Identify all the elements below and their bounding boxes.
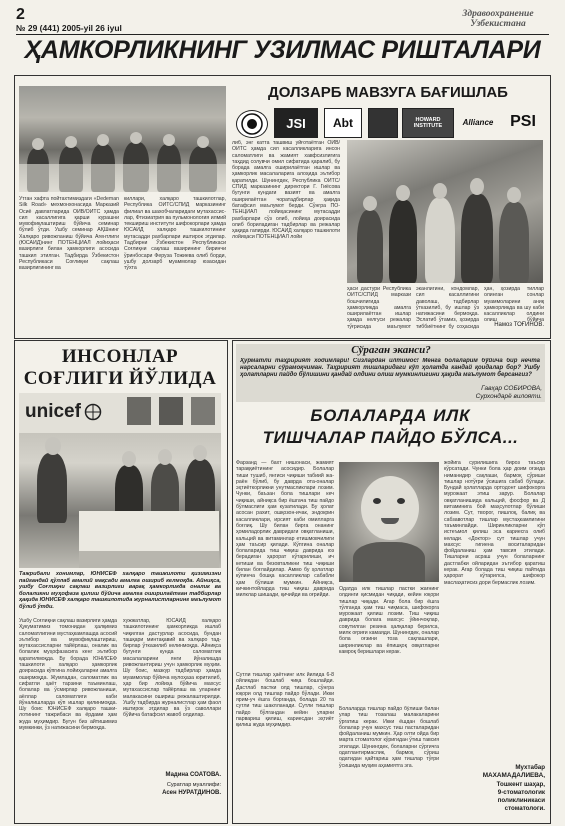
right-author-name: МАХАМАДАЛИЕВА, <box>482 772 545 779</box>
right-col3: жойига сурилишига бироз таъсир кўрсатади. Чунки бола ҳар доим оғзида ниманидир сақлаши, бармоқ сўриши тишлар нотўғри ўсишига сабаб бўлади. Бундай ҳолатларда ортодонт шифокорга мурожаат этиш зарур. Болалар овқатланишида кальций, фосфор ва Д витаминига бой маҳсулотлар бўлиши лозим. Сут, творог, пишлоқ, балиқ ва сабзавотлар тишлар мустаҳкамлигини таъминлайди. Ширинликларни кўп истеъмол қилиш эса кариесга олиб келади. «Доктор» сут тишлар учун махсус гигиена воситаларидан фойдаланиш ҳам тавсия этилади. Тишларни асраш учун болаларнинг дастлабки ойларидан эътибор қаратиш керак. Агар болада тиш чиқиш пайтида ҳарорат кўтарилса, шифокор маслаҳатисиз дори бермаслик лозим. <box>444 460 545 586</box>
unicef-logo-text: unicef <box>25 401 81 422</box>
right-author-title-2: 9-стоматологик <box>497 789 545 796</box>
right-author-title-1: Тошкент шаҳар, <box>496 781 545 788</box>
top-subhead: ДОЛЗАРБ МАВЗУГА БАҒИШЛАБ <box>268 84 508 101</box>
left-photo-credit-name: Асен НУРАТДИНОВ. <box>162 790 221 796</box>
jsi-logo: JSI <box>274 108 318 138</box>
alliance-logo: Alliance <box>462 117 494 127</box>
unicef-photo <box>19 393 221 568</box>
left-col2: хужжатлар, ЮСАИД халқаро ташкилотининг ҳамкорликда ишлаб чиқилган дастурлар асосида, бундан ташқари минтақавий ва халқаро тадбирлар ўтказилиб келинмоқда. Айниқса бугунги кунда саломатлик масалаларини янги йўналишда ривожлантириш учун ҳамкорлик муҳим. Шу боис, мазкур тадбирлар ҳамда муаммолар бўйича мулоҳаза юритилиб, ҳар бир лойиҳа бўйича махсус мутахассислар тайёрлаш ва уларнинг малакасини ошириш режалаштирилди. Ушбу тадбирда журналистлар ҳам фаол иштирок этдилар ва ўз саволлари бўйича батафсил жавоб олдилар. <box>123 618 221 719</box>
issue-line: № 29 (441) 2005-yil 26 iyul <box>16 23 122 33</box>
question-text: Ҳурматли таҳририят ходимлари! Сизлардан илтимос! Менга болаларим бўйича бир нечта нарсаларни сўрамоқчиман. Таҳририят тишларидаги кўп ҳолатда кандай қоидалар бор? Ушбу ҳолатларни пайдо бўлишини қандай олдини олиш мумкинлигини ҳақида маълумот берсангиз? <box>240 358 540 378</box>
top-col5: эканлигини, кондомлар, сил касаллигини даволаш, тадбирлар ўтказилиб, бу ишлар ўз натижасини бермоқда. Эслатиб ўтамиз, ҳозирда тиббиётнинг бу соҳасида <box>416 286 479 330</box>
question-author: Гавҳар СОБИРОВА, <box>481 385 542 392</box>
participants-photo <box>347 140 543 283</box>
right-author-title-4: стоматологи. <box>504 805 545 812</box>
left-author: Мадина СОАТОВА. <box>165 772 221 778</box>
unicef-globe-icon <box>84 403 102 421</box>
left-caption: Тажрибали хонимлар, ЮНИСЕФ халқаро ташкилоти қизимизни пайгандай қўллаб амалий мақсади амалга ошириб келмоқда. Айниқса, ушбу Соғлиқни сақлаш вазирлиги варақ ҳамкорликда оналик ва болаликни муҳофаза қилиш бўйича амалга оширилаётган тадбирлар ҳақида ЮНИСЕФ халқаро ташкилотида журналистларнинг маълумот бўлиб ўтди. <box>19 571 221 610</box>
seminar-photo <box>19 86 226 192</box>
top-author: Намоз ТОҒИНОВ. <box>494 322 544 328</box>
right-headline-1: БОЛАЛАРДА ИЛК <box>310 406 471 425</box>
right-col1: Фарзанд — бахт нишонаси, жамият тараққиётининг асосидир. Болалар тиши тушиб, янгиси чиқиши табиий жараён бўлиб, бу даврда ота-оналар эҳтиёткорликни унутмасликлари лозим. Чунки, баъзан бола тишлари кеч чиқиши, айниқса бир ёшгача тиш пайдо бўлмаслиги ҳам кузатилади. Бу ҳолат асосан рахит, ошқозон-ичак, эндокрин касалликлари, ирсият каби омилларга боғлиқ. Шу билан бирга онанинг ҳомиладорлик давридаги овқатланиши, кальций ва витаминлар етишмовчилиги ҳам таъсир қилади. Кўпгина оналар болаларида тиш чиқиш даврида юз берадиган ҳарорат кўтарилиши, ич кетиши ва безовталикни тиш чиқиши билан боғлайдилар. Аммо бу ҳолатлар кўпинча бошқа касалликлар сабабли ҳам бўлиши мумкин. Айниқса, кичкинтойларда тиш чиқиш даврида милклар шишади, қичийди ва оғрийди. <box>236 460 334 599</box>
top-col4: ҳаси дастури Республика ОИТС/СПИД маркази бошчилигида ҳамкорликда амалга оширилаётган ишлар ҳамда келгуси режалар тўғрисида маълумот <box>347 286 411 330</box>
left-headline-2: СОҒЛИГИ ЙЎЛИДА <box>23 368 217 389</box>
usaid-logo <box>236 110 268 138</box>
psi-logo: PSI <box>510 113 536 130</box>
right-author-title-3: поликлиникаси <box>497 797 545 804</box>
left-photo-credit-label: Суратлар муаллифи: <box>166 782 221 788</box>
left-headline-1: ИНСОНЛАР <box>61 346 179 367</box>
top-col1: Утган хафта пойтахтимиздаги «Dedeman Silk Road» мехмонхонасида Марказий Осиё давлатларида ОИВ/ОИТС ҳамда сил касаллигига қарши курашни мувофиқлаштириш бўйича семинар бўлиб ўтди. Ушбу семинар АҚШнинг Халқаро ривожланиш бўйича Агентлиги (ЮСАИД)нинг ПОТЕНЦИАЛ лойиҳаси вазирлиги билан ҳамкорлиги асосида ташкил этилган. Тадбирда Ўзбекистон Республикаси Соғлиқни сақлаш вазирлигининг ва <box>19 196 119 272</box>
right-headline-2: ТИШЧАЛАР ПАЙДО БЎЛСА... <box>262 428 519 447</box>
main-headline: ҲАМКОРЛИКНИНГ УЗИЛМАС РИШТАЛАРИ <box>24 36 541 64</box>
page-number: 2 <box>16 6 25 23</box>
question-place: Сурхондарё вилояти. <box>475 393 542 400</box>
child-photo <box>339 462 439 582</box>
right-col2b: Болаларда тишлар пайдо бўлиши билан улар тиш тозалаш малакаларини ўргатиш керак. Икки ёшдан бошлаб болалар учун махсус тиш пасталаридан фойдаланиш мумкин. Ҳар олти ойда бир марта стоматолог кўригидан ўтиш тавсия этилади. Шунингдек, болаларни сўргичга одатлантирмаслик, бармоқ сўриш одатидан қайтариш ҳам тишлар тўғри ўсишида муҳим аҳамиятга эга. <box>339 706 439 769</box>
howard-logo: HOWARD INSTITUTE <box>402 108 454 138</box>
left-col1: Ушбу Соғлиқни сақлаш вазирлиги ҳамда Ҳукуматимиз томонидан ҳалқимиз саломатлигини мустаҳкамлашда асосий эътибор ва мувофиқлаштириш, мутахассисларни тайёрлаш, оналик ва болалик муҳофазасига кенг эътибор қаратилмоқда. Бу борада ЮНИСЕФ ташкилоти халқаро ҳамкорлик доирасида кўпгина лойиҳаларни амалга оширмоқда. Жумладан, саломатлик ва сифатли ҳаёт тарзини таъминлаш, болалар ва ўсмирлар ривожланиши, аёллар саломатлиги каби йўналишларда кўп ишлар қилинмоқда. Шу боис ЮНИСЕФ халқаро ташкилотининг тажрибаси ва ёрдами ҳам жуда муҳимдир. Бугун биз айтишимиз мумкинки, ўз натижасини бермоқда. <box>19 618 117 732</box>
question-banner: Сўраган эканси? <box>351 344 431 356</box>
unicef-logo <box>25 397 117 427</box>
top-col2: киллари, халқаро ташкилотлар, Республика ОИТС/СПИД марказининг филиал ва шахобчаларидаги мутахассислар, Фтизиатрия ва пульмонология илмий текшириш институти шифокорлари ҳамда ЮСАИД халқаро ташкилотининг мутасадди рахбарлари иштирок этдилар. Тадбирни Ўзбекистон Республикаси Соғлиқни сақлаш вазирининг биринчи ўринбосари Феруза Тожиева олиб борди, ушбу долзарб муаммолар юзасидан тўхта <box>124 196 226 272</box>
top-col3: либ, энг катта ташвиш уйғотаётган ОИВ/ОИТС ҳамда сил касалликларига инсон саломатлиги ва жамият хавфсизлигига таҳдид солувчи омил сифатида қаралиб, бу борада амалга оширилаётган ишлар ва ҳамкорлик масалаларига алоҳида эътибор қаратилди. Шунингдек, Республика ОИТС/СПИД марказининг директори Г. Гиёсова бугунги кундаги вазият ва амалга оширилаётган чоратадбирлар ҳақида батафсил маълумот берди. Сўнгра ПОТЕНЦИАЛ лойиҳасининг мутасадди рахбарлари сўз олиб, лойиҳа доирасида олиб бориладиган тадбирлар ва режалар ҳақида гапирди. ЮСАИД халқаро ташкилоти лойиҳаси ПОТЕНЦИАЛ лойи <box>232 140 340 241</box>
crest-logo <box>368 108 398 138</box>
masthead: Здравоохранение Узбекистана <box>462 9 534 29</box>
right-author-role: Мухтабар <box>515 764 545 771</box>
abt-logo: Abt <box>324 108 362 138</box>
top-col7: ҳан, ҳозирда тиллар олинган сонлар муаммоларини аниқ ҳамкорликда ва шу каби касалликлар олдини олиш бўйича <box>484 286 544 322</box>
header-rule <box>16 34 549 35</box>
right-col1b: Сутли тишлар ҳаётнинг илк йилида 6-8 ойликдан бошлаб чиқа бошлайди. Дастлаб пастки олд тишлар, сўнгра юқори олд тишлар пайдо бўлади. Икки ярим-уч ёшга борганда, болада 20 та сутли тиш шаклланади. Сутли тишлар пайдо бўлгандан кейин уларни парвариш қилиш, кариесдан эҳтиёт қилиш жуда муҳимдир. <box>236 672 334 729</box>
right-col2: Одатда илк тишлар пастки жағнинг олдинги қисмидан чиқади, кейин юқори тишлар чиқади. Агар бола бир ёшга тўлганда ҳам тиш чиқмаса, шифокорга мурожаат қилиш лозим. Тиш чиқиш даврида болага махсус ўйинчоқлар, совутилган резина ҳалқалар берилса, милк оғриғи камаяди. Шунингдек, оналар бола оғзини тоза сақлашлари, ширинликлар ва ёпишқоқ овқатларни камроқ беришлари керак. <box>339 586 439 655</box>
